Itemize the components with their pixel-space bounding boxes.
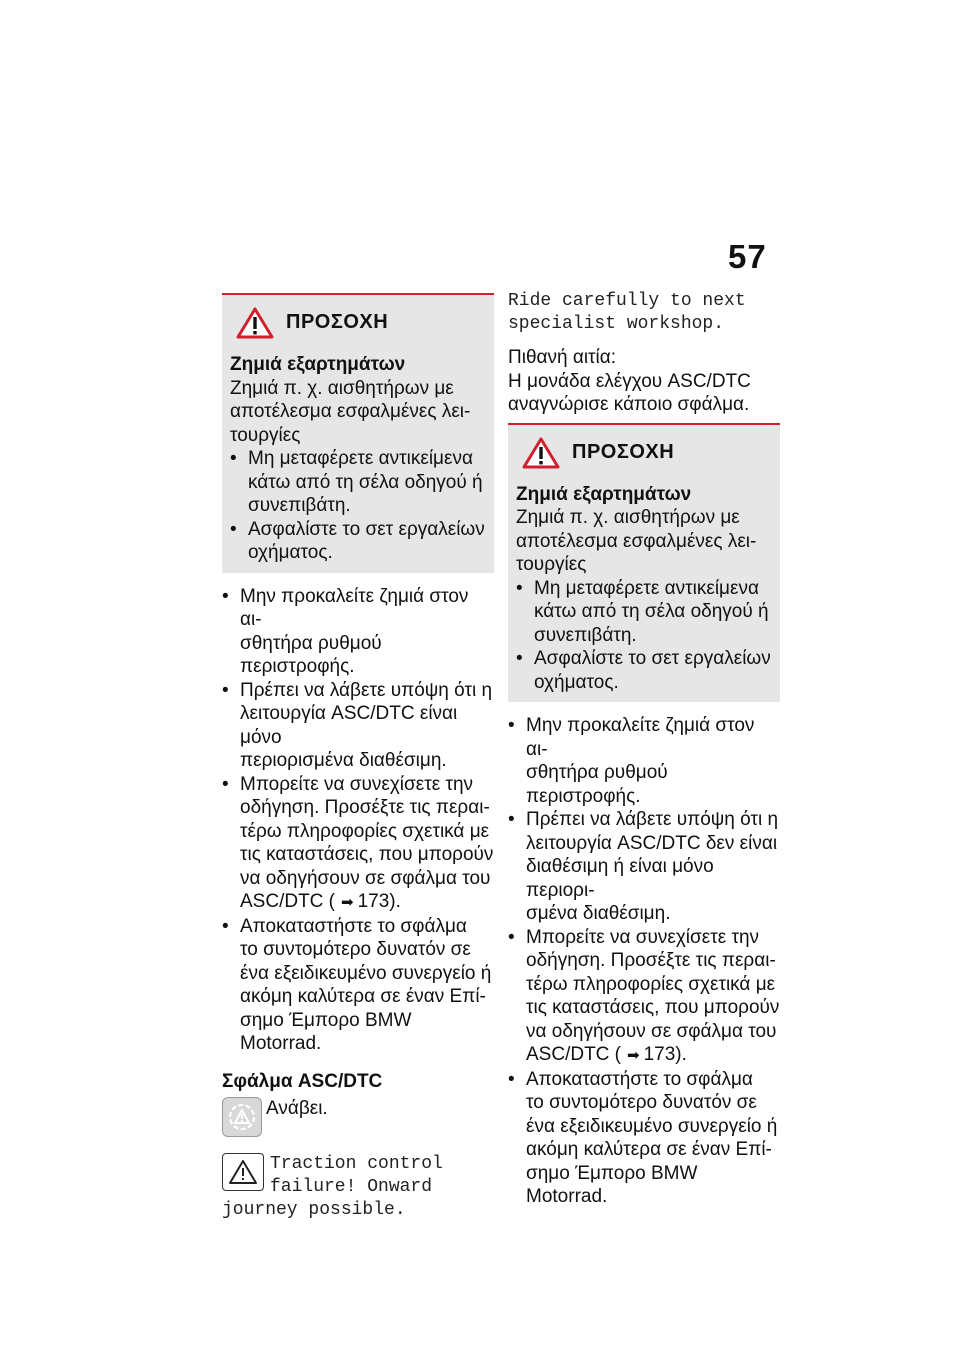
list-item <box>222 585 494 679</box>
list-item <box>508 808 780 926</box>
page-reference[interactable] <box>526 1043 780 1068</box>
reference-page: 173). <box>643 1044 687 1065</box>
warning-box <box>222 293 494 573</box>
text-line: διαθέσιμη ή είναι μόνο περιορι- <box>526 856 714 901</box>
text-line: • Ασφαλίστε το σετ εργαλείων <box>534 648 771 669</box>
warning-desc-line: Ζημιά π. χ. αισθητήρων με <box>516 507 740 528</box>
cause-label: Πιθανή αιτία: <box>508 347 617 368</box>
text-line: τις καταστάσεις, που μπορούν <box>526 997 780 1018</box>
list-item <box>222 773 494 915</box>
text-line: σθητήρα ρυθμού περιστροφής. <box>240 632 382 677</box>
warning-desc-line: τουργίες <box>516 554 587 575</box>
text-line: οδήγηση. Προσέξτε τις περαι- <box>526 950 776 971</box>
text-line: συνεπιβάτη. <box>534 624 637 646</box>
warning-desc-line: αποτέλεσμα εσφαλμένες λει- <box>230 401 471 422</box>
warning-description <box>230 377 486 448</box>
text-line: • Πρέπει να λάβετε υπόψη ότι η <box>526 809 779 830</box>
display-line: Traction control <box>270 1154 443 1174</box>
section-title: Σφάλμα ASC/DTC <box>222 1070 383 1092</box>
text-line: • Μην προκαλείτε ζημιά στον αι- <box>240 585 469 630</box>
text-line: να οδηγήσουν σε σφάλμα του <box>526 1020 777 1042</box>
text-line: σθητήρα ρυθμού περιστροφής. <box>526 762 668 807</box>
warning-title: ΠΡΟΣΟΧΗ <box>572 440 675 463</box>
cause-text <box>508 370 780 417</box>
warning-desc-line: τουργίες <box>230 424 301 446</box>
warning-heading: Ζημιά εξαρτημάτων <box>516 483 692 505</box>
text-line: σημο Έμπορο BMW Motorrad. <box>526 1162 698 1207</box>
warning-description <box>516 506 772 577</box>
warning-list-item <box>516 577 772 648</box>
display-line: specialist workshop. <box>508 314 725 334</box>
list-item <box>508 714 780 808</box>
text-line: • Ασφαλίστε το σετ εργαλείων <box>248 518 485 540</box>
display-message <box>222 1153 494 1222</box>
warning-triangle-icon <box>236 307 274 339</box>
warning-box <box>508 423 780 703</box>
display-line: journey possible. <box>222 1200 406 1220</box>
text-line: • Αποκαταστήστε το σφάλμα <box>526 1068 753 1090</box>
list-item <box>508 1068 780 1209</box>
text-line: • Μην προκαλείτε ζημιά στον αι- <box>526 715 755 760</box>
text-line: κάτω από τη σέλα οδηγού ή <box>248 471 483 493</box>
warning-desc-line: Ζημιά π. χ. αισθητήρων με <box>230 377 454 399</box>
text-line: σημο Έμπορο BMW Motorrad. <box>240 1009 412 1054</box>
warning-list-item <box>516 647 772 694</box>
reference-prefix: ASC/DTC ( <box>240 891 335 912</box>
warning-header <box>230 307 486 339</box>
warning-list <box>516 577 772 695</box>
text-line: λειτουργία ASC/DTC είναι μόνο <box>240 703 458 748</box>
indicator-row <box>222 1097 494 1137</box>
warning-desc-line: αποτέλεσμα εσφαλμένες λει- <box>516 530 757 552</box>
display-line: Ride carefully to next <box>508 291 746 311</box>
text-line: • Μπορείτε να συνεχίσετε την <box>526 926 760 948</box>
text-line: να οδηγήσουν σε σφάλμα του <box>240 867 491 889</box>
text-line: κάτω από τη σέλα οδηγού ή <box>534 601 769 622</box>
text-line: αναγνώρισε κάποιο σφάλμα. <box>508 394 750 415</box>
list-item <box>222 915 494 1056</box>
warning-list-item <box>230 447 486 518</box>
text-line: το συντομότερο δυνατόν σε <box>240 939 471 960</box>
warning-list <box>230 447 486 565</box>
list-item <box>222 679 494 773</box>
reference-page: 173). <box>357 891 401 912</box>
text-line: ένα εξειδικευμένο συνεργείο ή <box>526 1115 778 1137</box>
page-reference[interactable] <box>240 890 494 915</box>
text-line: ακόμη καλύτερα σε έναν Επί- <box>526 1139 772 1160</box>
text-line: • Μη μεταφέρετε αντικείμενα <box>534 577 759 599</box>
text-line: ένα εξειδικευμένο συνεργείο ή <box>240 962 492 984</box>
reference-arrow-icon: ➡ <box>627 1047 640 1064</box>
text-line: σμένα διαθέσιμη. <box>526 903 671 924</box>
text-line: οδήγηση. Προσέξτε τις περαι- <box>240 797 490 818</box>
text-line: τις καταστάσεις, που μπορούν <box>240 844 494 865</box>
warning-heading: Ζημιά εξαρτημάτων <box>230 354 406 375</box>
reference-arrow-icon: ➡ <box>341 894 354 911</box>
text-line: το συντομότερο δυνατόν σε <box>526 1092 757 1113</box>
instruction-list <box>222 585 494 1056</box>
text-line: • Μη μεταφέρετε αντικείμενα <box>248 448 473 469</box>
indicator-status: Ανάβει. <box>266 1098 328 1119</box>
list-item <box>508 926 780 1068</box>
text-line: τέρω πληροφορίες σχετικά με <box>526 973 776 995</box>
text-line: • Αποκαταστήστε το σφάλμα <box>240 915 467 937</box>
text-line: • Μπορείτε να συνεχίσετε την <box>240 773 474 795</box>
display-warning-triangle-icon <box>222 1153 264 1191</box>
text-line: ακόμη καλύτερα σε έναν Επί- <box>240 986 486 1007</box>
instruction-list <box>508 714 780 1209</box>
warning-list-item <box>230 518 486 565</box>
text-line: τέρω πληροφορίες σχετικά με <box>240 820 490 842</box>
text-line: οχήματος. <box>248 542 333 563</box>
text-line: λειτουργία ASC/DTC δεν είναι <box>526 832 778 854</box>
right-column <box>508 290 780 1209</box>
reference-prefix: ASC/DTC ( <box>526 1044 621 1065</box>
text-line: περιορισμένα διαθέσιμη. <box>240 750 447 771</box>
warning-header <box>516 437 772 469</box>
left-column <box>222 293 494 1222</box>
text-line: οχήματος. <box>534 671 619 693</box>
page-number: 57 <box>728 238 767 275</box>
display-line: failure! Onward <box>270 1177 433 1197</box>
warning-title: ΠΡΟΣΟΧΗ <box>286 311 389 334</box>
text-line: • Πρέπει να λάβετε υπόψη ότι η <box>240 679 493 701</box>
text-line: Η μονάδα ελέγχου ASC/DTC <box>508 370 751 392</box>
asc-dtc-indicator-icon <box>222 1097 262 1137</box>
warning-triangle-icon <box>522 437 560 469</box>
display-message-continued <box>508 290 780 336</box>
text-line: συνεπιβάτη. <box>248 495 351 516</box>
